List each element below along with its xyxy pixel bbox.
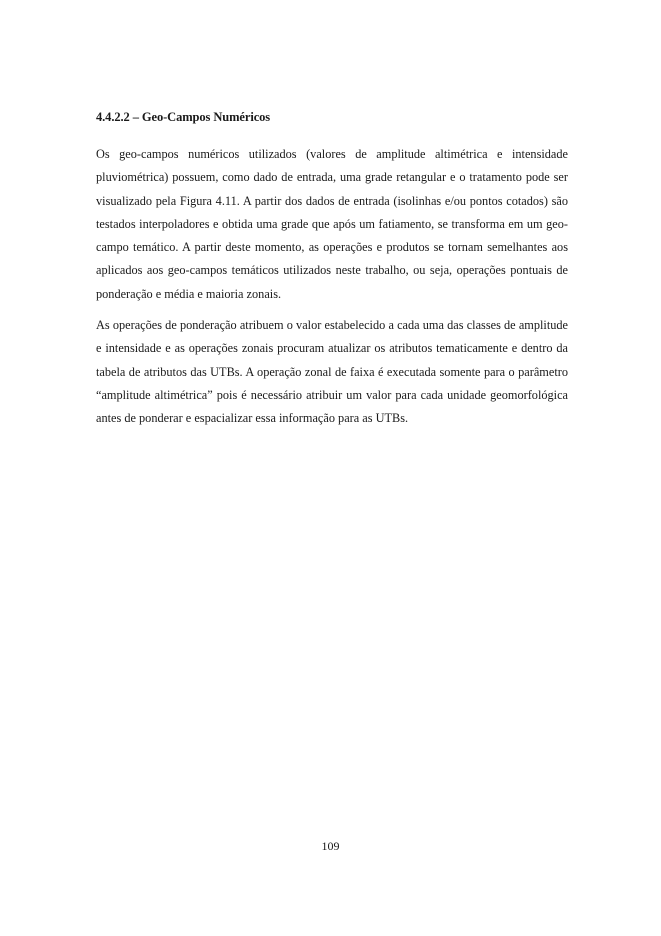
paragraph-operacoes-ponderacao: As operações de ponderação atribuem o valor estabelecido a cada uma das classes de amplitude e intensidade e as operações zonais procuram atualizar os atributos tematicamente e dentro da tabela de atributos das UTBs. A operação zonal de faixa é executada somente para o parâmetro “amplitude altimétrica” pois é necessário atribuir um valor para cada unidade geomorfológica antes de ponderar e espacializar essa informação para as UTBs. bbox=[96, 318, 568, 426]
page-number: 109 bbox=[321, 839, 340, 853]
paragraph-geo-campos-numericos: Os geo-campos numéricos utilizados (valores de amplitude altimétrica e intensidade pluviométrica) possuem, como dado de entrada, uma grade retangular e o tratamento pode ser visualizado pela Figura 4.11. A partir dos dados de entrada (isolinhas e/ou pontos cotados) são testados interpoladores e obtida uma grade que após um fatiamento, se transforma em um geo-campo temático. A partir deste momento, as operações e produtos se tornam semelhantes aos aplicados aos geo-campos temáticos utilizados neste trabalho, ou seja, operações pontuais de ponderação e média e maioria zonais. bbox=[96, 147, 568, 301]
section-heading: 4.4.2.2 – Geo-Campos Numéricos bbox=[96, 110, 271, 124]
